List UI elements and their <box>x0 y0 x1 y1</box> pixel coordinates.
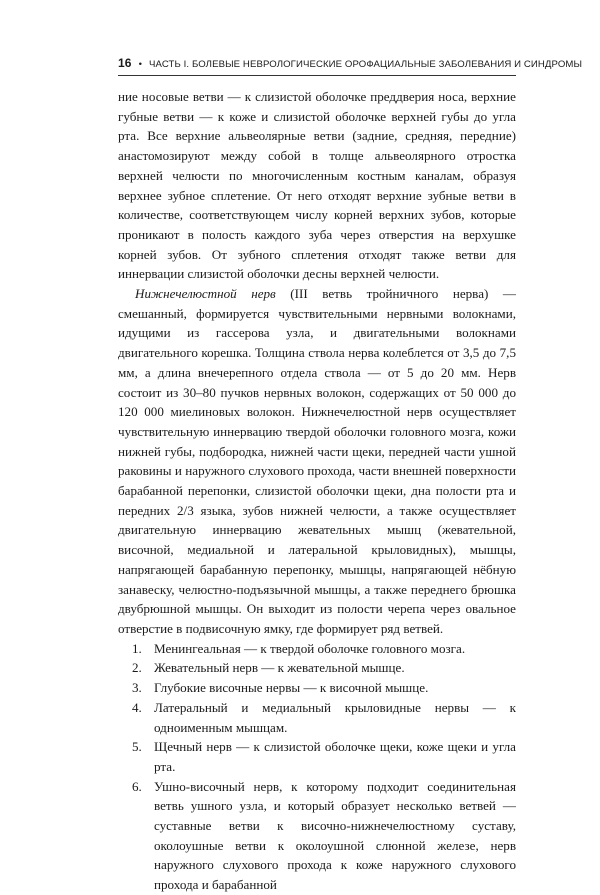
list-item <box>118 737 516 776</box>
list-item-text: Ушно-височный нерв, к которому подходит соединительная ветвь ушного узла, и который образует несколько ветвей — суставные ветви к височно-нижнечелюстному суставу, околоушные ветви к околоушной слюнной железе, нерв наружного слухового прохода к коже наружного слухового прохода и барабанной <box>154 778 516 893</box>
list-item <box>118 658 516 678</box>
term-mandibular-nerve: Нижнечелюстной нерв <box>135 286 276 302</box>
list-item-text: Менингеальная — к твердой оболочке головного мозга. <box>154 640 466 656</box>
list-item-number: 3. <box>132 680 142 696</box>
paragraph-mandibular-nerve <box>118 284 516 639</box>
list-item-number: 1. <box>132 640 142 656</box>
list-item-text: Жевательный нерв — к жевательной мышце. <box>154 660 405 676</box>
list-item-number: 5. <box>132 739 142 755</box>
running-header <box>118 56 583 72</box>
header-divider <box>118 75 516 76</box>
list-item <box>118 777 516 895</box>
branches-list <box>118 639 516 895</box>
list-item <box>118 678 516 698</box>
header-bullet: • <box>138 59 143 70</box>
page-number: 16 <box>118 56 132 70</box>
paragraph-continuation: ние носовые ветви — к слизистой оболочке преддверия носа, верхние губные ветви — к коже и слизистой оболочке верхней губы до угла рта. Все верхние альвеолярные ветви (задние, средняя, передние) анастомозируют между собой в толще альвеолярного отростка верхней челюсти по многочисленным костным каналам, образуя верхнее зубное сплетение. От него отходят верхние зубные ветви в количестве, соответствующем числу корней верхних зубов, которые проникают в полость каждого зуба через отверстия на верхушке корней зубов. От зубного сплетения отходят также ветви для иннервации слизистой оболочки десны верхней челюсти. <box>118 89 516 282</box>
list-item-number: 2. <box>132 660 142 676</box>
list-item-text: Глубокие височные нервы — к височной мышце. <box>154 680 429 696</box>
paragraph-mandibular-nerve-text: (III ветвь тройничного нерва) — смешанный, формируется чувствительными нервными волокнами, идущими из гассерова узла, и двигательными волокнами двигательного корешка. Толщина ствола нерва колеблется от 3,5 до 7,5 мм, а длина внечерепного отдела ствола — от 5 до 20 мм. Нерв состоит из 30–80 пучков нервных волокон, содержащих от 50 000 до 120 000 миелиновых волокон. Нижнечелюстной нерв осуществляет чувствительную иннервацию твердой оболочки головного мозга, кожи нижней губы, подбородка, нижней части щеки, передней части ушной раковины и наружного слухового прохода, части внешней поверхности барабанной перепонки, слизистой оболочки щеки, дна полости рта и передних 2/3 языка, зубов нижней челюсти, а также осуществляет двигательную иннервацию жевательных мышц (жевательной, височной, медиальной и латеральной крыловидных), мышцы, напрягающей барабанную перепонку, мышцы, напрягающей нёбную занавеску, челюстно-подъязычной мышцы, а также переднего брюшка двубрюшной мышцы. Он выходит из полости черепа через овальное отверстие в подвисочную ямку, где формирует ряд ветвей. <box>118 286 516 636</box>
list-item <box>118 698 516 737</box>
running-title: ЧАСТЬ I. БОЛЕВЫЕ НЕВРОЛОГИЧЕСКИЕ ОРОФАЦИАЛЬНЫЕ ЗАБОЛЕВАНИЯ И СИНДРОМЫ <box>149 59 583 70</box>
list-item-number: 6. <box>132 778 142 794</box>
list-item <box>118 639 516 659</box>
list-item-number: 4. <box>132 699 142 715</box>
list-item-text: Латеральный и медиальный крыловидные нервы — к одноименным мышцам. <box>154 699 516 735</box>
main-text <box>118 87 516 895</box>
list-item-text: Щечный нерв — к слизистой оболочке щеки, коже щеки и угла рта. <box>154 739 516 774</box>
